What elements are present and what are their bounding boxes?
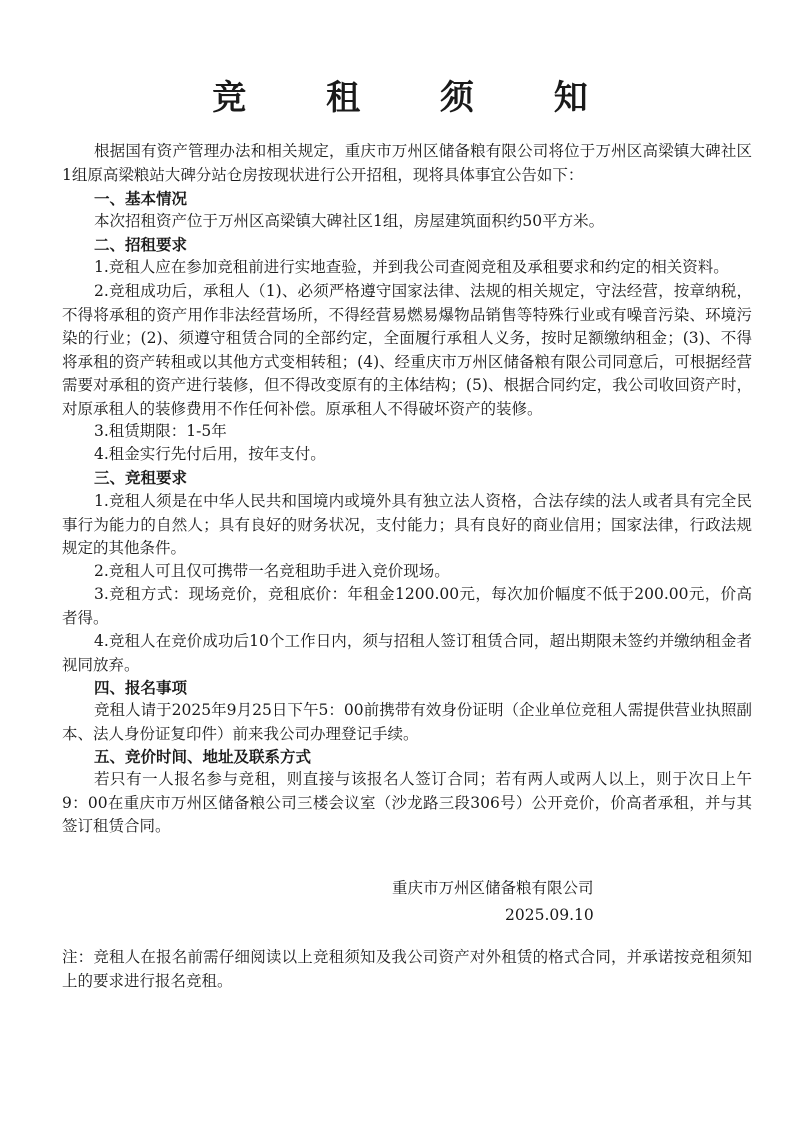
signature-company: 重庆市万州区储备粮有限公司 bbox=[392, 879, 594, 897]
section-heading-basic-info: 一、基本情况 bbox=[94, 189, 188, 208]
section-heading-bidder-requirements: 三、竞租要求 bbox=[94, 468, 188, 487]
bidder-requirement-item: 4.竞租人在竞价成功后10个工作日内，须与招租人签订租赁合同，超出期限未签约并缴纳租金者视同放弃。 bbox=[62, 632, 752, 674]
intro-paragraph: 根据国有资产管理办法和相关规定，重庆市万州区储备粮有限公司将位于万州区高梁镇大碑社区1组原高梁粮站大碑分站仓房按现状进行公开招租，现将具体事宜公告如下： bbox=[62, 142, 752, 184]
bidder-requirement-item: 2.竞租人可且仅可携带一名竞租助手进入竞价现场。 bbox=[94, 562, 450, 580]
basic-info-text: 本次招租资产位于万州区高梁镇大碑社区1组，房屋建筑面积约50平方米。 bbox=[94, 212, 605, 230]
section-heading-bidding-time-location: 五、竞价时间、地址及联系方式 bbox=[94, 747, 312, 766]
section-heading-rental-requirements: 二、招租要求 bbox=[94, 235, 188, 254]
bidder-requirement-item: 3.竞租方式：现场竞价，竞租底价：年租金1200.00元，每次加价幅度不低于200.00元，价高者得。 bbox=[62, 585, 752, 627]
rental-requirement-item: 1.竞租人应在参加竞租前进行实地查验，并到我公司查阅竞租及承租要求和约定的相关资料。 bbox=[94, 258, 729, 276]
footnote: 注：竞租人在报名前需仔细阅读以上竞租须知及我公司资产对外租赁的格式合同，并承诺按竞租须知上的要求进行报名竞租。 bbox=[62, 948, 752, 990]
page-title: 竞 租 须 知 bbox=[212, 78, 622, 118]
bidder-requirement-item: 1.竞租人须是在中华人民共和国境内或境外具有独立法人资格，合法存续的法人或者具有完全民事行为能力的自然人；具有良好的财务状况，支付能力；具有良好的商业信用；国家法律，行政法规规定的其他条件。 bbox=[62, 492, 752, 557]
rental-requirement-item: 2.竞租成功后，承租人（1)、必须严格遵守国家法律、法规的相关规定，守法经营，按章纳税，不得将承租的资产用作非法经营场所，不得经营易燃易爆物品销售等特殊行业或有噪音污染、环境污染的行业；(2)、须遵守租赁合同的全部约定，全面履行承租人义务，按时足额缴纳租金；(3)、不得将承租的资产转租或以其他方式变相转租；(4)、经重庆市万州区储备粮有限公司同意后，可根据经营需要对承租的资产进行装修，但不得改变原有的主体结构；(5)、根据合同约定，我公司收回资产时，对原承租人的装修费用不作任何补偿。原承租人不得破坏资产的装修。 bbox=[62, 282, 752, 418]
section-heading-registration: 四、报名事项 bbox=[94, 678, 188, 697]
rental-requirement-item: 4.租金实行先付后用，按年支付。 bbox=[94, 445, 326, 463]
rental-requirement-item: 3.租赁期限：1-5年 bbox=[94, 422, 227, 440]
registration-text: 竞租人请于2025年9月25日下午5：00前携带有效身份证明（企业单位竞租人需提供营业执照副本、法人身份证复印件）前来我公司办理登记手续。 bbox=[62, 701, 752, 743]
bidding-time-location-text: 若只有一人报名参与竞租，则直接与该报名人签订合同；若有两人或两人以上，则于次日上午9：00在重庆市万州区储备粮公司三楼会议室（沙龙路三段306号）公开竞价，价高者承租，并与其签订租赁合同。 bbox=[62, 770, 752, 835]
signature-date: 2025.09.10 bbox=[505, 906, 594, 924]
